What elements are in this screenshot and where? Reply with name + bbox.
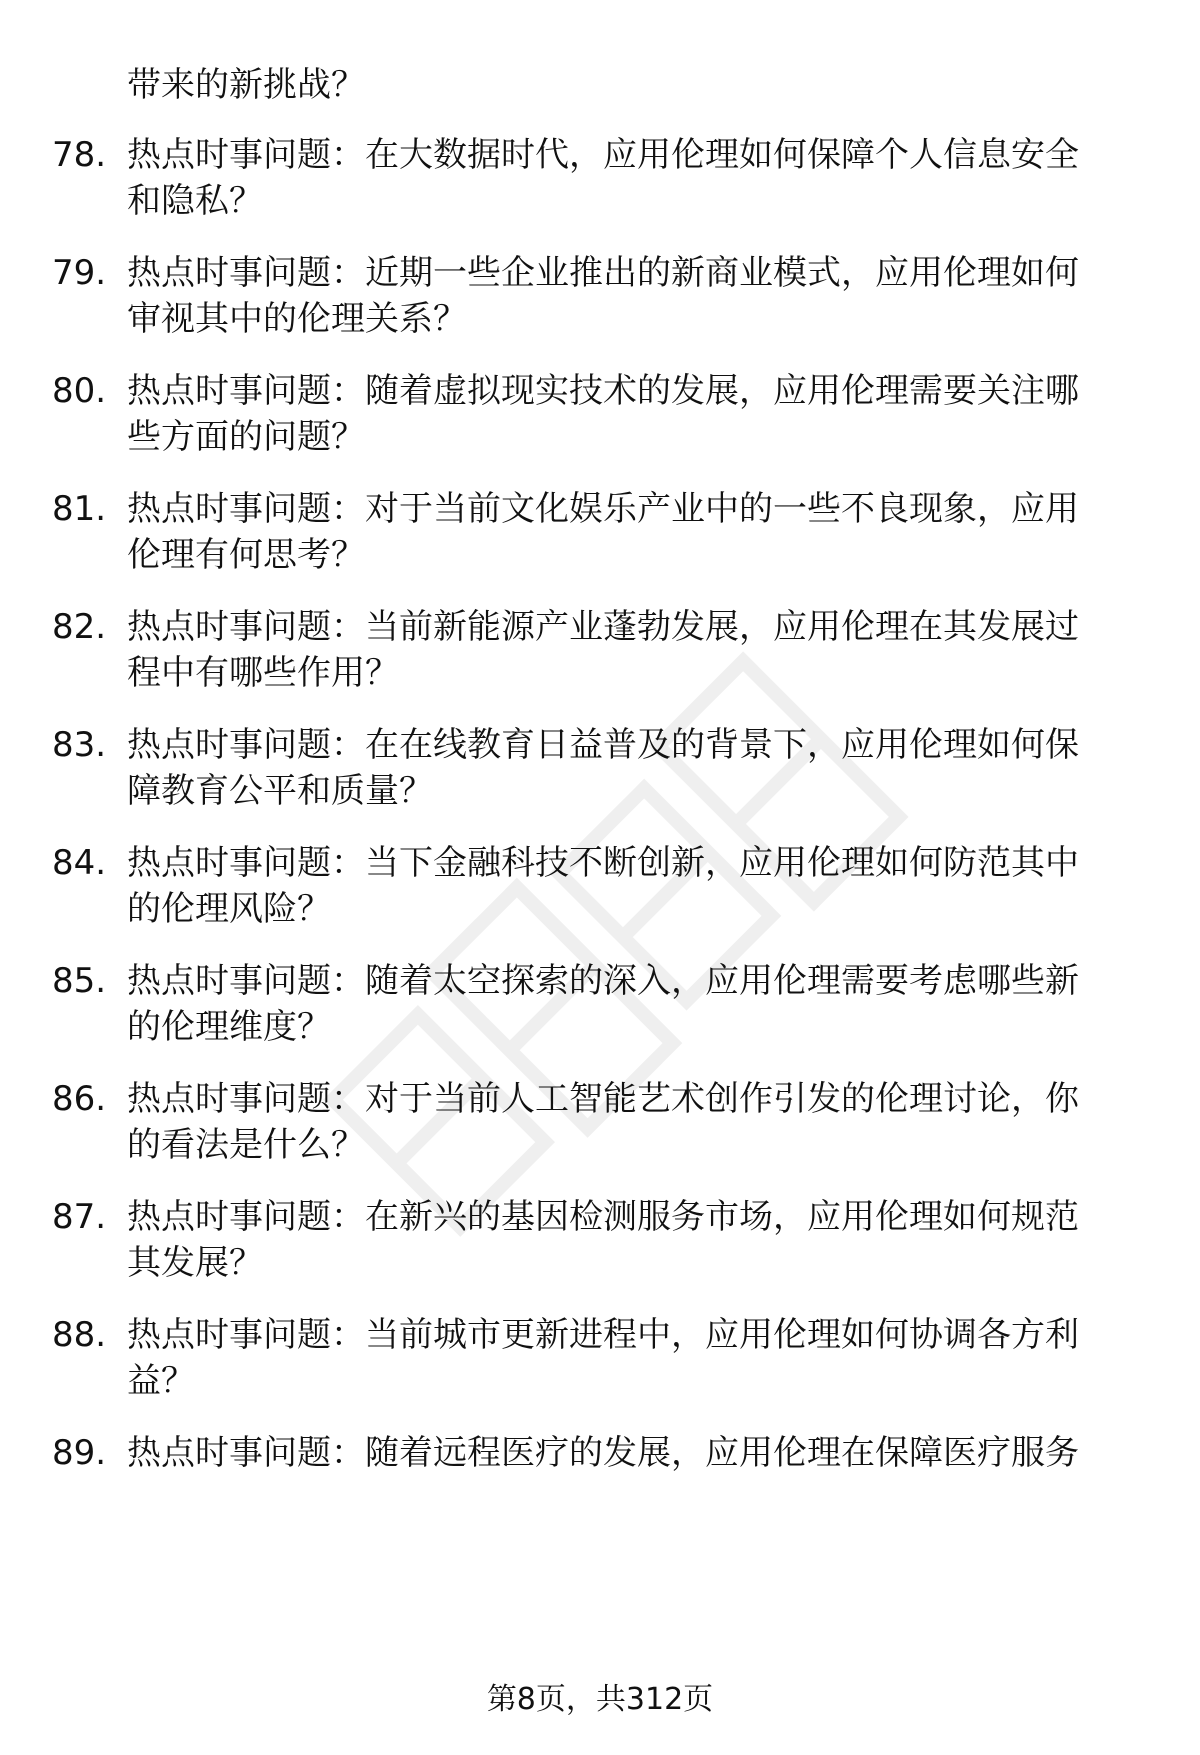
item-text-line2: 和隐私？ bbox=[127, 181, 263, 221]
list-item bbox=[52, 1076, 1152, 1176]
list-item bbox=[52, 1312, 1152, 1412]
list-item bbox=[52, 840, 1152, 940]
item-number: 79. bbox=[52, 253, 107, 293]
item-text-line2: 其发展？ bbox=[127, 1243, 263, 1283]
item-number: 85. bbox=[52, 961, 107, 1001]
list-item bbox=[52, 486, 1152, 586]
item-text-line1: 热点时事问题：近期一些企业推出的新商业模式，应用伦理如何 bbox=[127, 253, 1079, 293]
item-text-line1: 热点时事问题：当前新能源产业蓬勃发展，应用伦理在其发展过 bbox=[127, 607, 1079, 647]
item-text-line2: 些方面的问题？ bbox=[127, 417, 365, 457]
list-item bbox=[52, 132, 1152, 232]
item-number: 88. bbox=[52, 1315, 107, 1355]
item-number: 86. bbox=[52, 1079, 107, 1119]
continuation-line: 带来的新挑战？ bbox=[127, 65, 365, 105]
list-item bbox=[52, 250, 1152, 350]
item-number: 82. bbox=[52, 607, 107, 647]
item-text-line2: 伦理有何思考？ bbox=[127, 535, 365, 575]
item-text-line2: 益？ bbox=[127, 1361, 195, 1401]
item-number: 87. bbox=[52, 1197, 107, 1237]
page-footer: 第8页，共312页 bbox=[486, 1682, 714, 1717]
item-text-line1: 热点时事问题：随着远程医疗的发展，应用伦理在保障医疗服务 bbox=[127, 1433, 1079, 1473]
item-text-line1: 热点时事问题：对于当前文化娱乐产业中的一些不良现象，应用 bbox=[127, 489, 1079, 529]
item-text-line2: 的看法是什么？ bbox=[127, 1125, 365, 1165]
item-number: 83. bbox=[52, 725, 107, 765]
item-text-line1: 热点时事问题：当前城市更新进程中，应用伦理如何协调各方利 bbox=[127, 1315, 1079, 1355]
item-text-line2: 的伦理风险？ bbox=[127, 889, 331, 929]
list-item bbox=[52, 1430, 1152, 1530]
item-text-line1: 热点时事问题：在大数据时代，应用伦理如何保障个人信息安全 bbox=[127, 135, 1079, 175]
item-text-line1: 热点时事问题：随着太空探索的深入，应用伦理需要考虑哪些新 bbox=[127, 961, 1079, 1001]
item-number: 78. bbox=[52, 135, 107, 175]
item-text-line2: 审视其中的伦理关系？ bbox=[127, 299, 467, 339]
list-item bbox=[52, 604, 1152, 704]
item-text-line2: 程中有哪些作用？ bbox=[127, 653, 399, 693]
item-number: 84. bbox=[52, 843, 107, 883]
list-item bbox=[52, 368, 1152, 468]
list-item bbox=[52, 722, 1152, 822]
item-number: 80. bbox=[52, 371, 107, 411]
item-text-line1: 热点时事问题：当下金融科技不断创新，应用伦理如何防范其中 bbox=[127, 843, 1079, 883]
list-item bbox=[52, 958, 1152, 1058]
item-text-line2: 障教育公平和质量？ bbox=[127, 771, 433, 811]
item-text-line1: 热点时事问题：在在线教育日益普及的背景下，应用伦理如何保 bbox=[127, 725, 1079, 765]
list-item bbox=[52, 1194, 1152, 1294]
item-text-line1: 热点时事问题：随着虚拟现实技术的发展，应用伦理需要关注哪 bbox=[127, 371, 1079, 411]
item-text-line1: 热点时事问题：在新兴的基因检测服务市场，应用伦理如何规范 bbox=[127, 1197, 1079, 1237]
item-text-line2: 的伦理维度？ bbox=[127, 1007, 331, 1047]
item-number: 81. bbox=[52, 489, 107, 529]
item-number: 89. bbox=[52, 1433, 107, 1473]
item-text-line1: 热点时事问题：对于当前人工智能艺术创作引发的伦理讨论，你 bbox=[127, 1079, 1079, 1119]
